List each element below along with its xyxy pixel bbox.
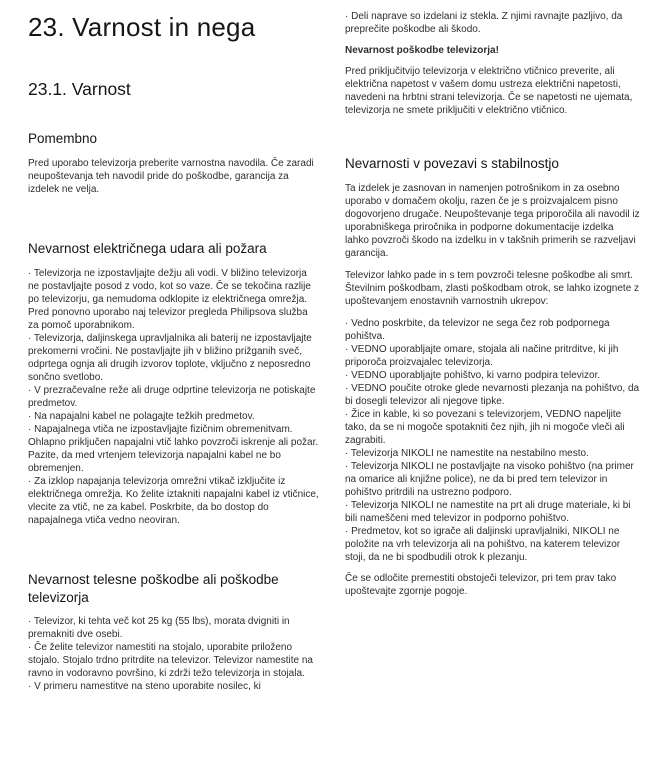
glass-note: · Deli naprave so izdelani iz stekla. Z njimi ravnajte pazljivo, da preprečite poškodbe ali škodo. xyxy=(345,11,623,35)
bullet-item: · Za izklop napajanja televizorja omrežni vtikač izključite iz električnega omrežja. Ko želite iztakniti napajalni kabel iz vtičnice, vlecite za vtič, ne za kabel. Poskrbite, da bo dostop do napajalnega vtiča vedno neoviran. xyxy=(28,475,319,526)
bullet-item: · VEDNO poučite otroke glede nevarnosti plezanja na pohištvo, da bi dosegli televizor ali njegove tipke. xyxy=(345,382,640,407)
bullet-item: · Televizor, ki tehta več kot 25 kg (55 lbs), morata dvigniti in premakniti dve osebi. xyxy=(28,616,290,641)
left-column xyxy=(28,10,320,783)
section-title: 23.1. Varnost xyxy=(28,79,131,100)
paragraph: Pred uporabo televizorja preberite varnostna navodila. Če zaradi neupoštevanja teh navodil pride do poškodbe, garancija za izdelek ne velja. xyxy=(28,158,314,195)
stability-closing-note: Če se odločite premestiti obstoječi televizor, pri tem prav tako upoštevajte zgornje pogoje. xyxy=(345,572,617,597)
paragraph: Televizor lahko pade in s tem povzroči telesne poškodbe ali smrt. Številnim poškodbam, zlasti poškodbam otrok, se lahko izognete z upoštevanjem enostavnih varnostnih ukrepov: xyxy=(345,269,640,307)
heading-stability-hazard: Nevarnosti v povezavi s stabilnostjo xyxy=(345,156,559,171)
paragraph: Ta izdelek je zasnovan in namenjen potrošnikom in za osebno uporabo v domačem okolju, razen če je s proizvajalcem pisno dogovorjeno drugače. Neupoštevanje tega priporočila ali navodil iz uporabniškega priročnika in podporne dokumentacije izdelka lahko povzroči škodo na izdelku in v takšnih primerih se razveljavi garancija. xyxy=(345,182,640,259)
injury-hazard-paragraphs xyxy=(28,615,320,693)
bullet-item: · Televizorja NIKOLI ne postavljajte na visoko pohištvo (na primer na omarice ali knjižne police), ne da bi pred tem televizor in pohištvo pritrdili na ustrezno podporo. xyxy=(345,460,634,498)
bullet-item: Pred ponovno uporabo naj televizor pregleda Philipsova služba za pomoč uporabnikom. xyxy=(28,306,308,331)
bullet-item: · Na napajalni kabel ne polagajte težkih predmetov. xyxy=(28,410,255,422)
bullet-item: · Televizorja NIKOLI ne namestite na prt ali druge materiale, ki bi bili nameščeni med televizor in podporno pohištvo. xyxy=(345,499,631,524)
stability-bullet-list xyxy=(345,317,640,564)
bullet-item: · Žice in kable, ki so povezani s televizorjem, VEDNO napeljite tako, da se ni mogoče spotakniti čez njih, jih ni mogoče vleči ali zagrabiti. xyxy=(345,408,625,446)
chapter-title: 23. Varnost in nega xyxy=(28,12,256,42)
bullet-item: · V primeru namestitve na steno uporabite nosilec, ki xyxy=(28,681,261,693)
heading-electrical-hazard: Nevarnost električnega udara ali požara xyxy=(28,241,267,256)
voltage-note: Pred priključitvijo televizorja v električno vtičnico preverite, ali električna napetost v vašem domu ustreza električni napetosti, navedeni na hrbtni strani televizorja. Če se napetosti ne ujemata, televizorja ne smete priključiti v električno vtičnico. xyxy=(345,66,633,116)
bullet-item: · VEDNO uporabljajte omare, stojala ali načine pritrditve, ki jih priporoča proizvajalec televizorja. xyxy=(345,343,619,368)
stability-intro-paragraphs xyxy=(345,182,640,308)
bullet-item: · Televizorja, daljinskega upravljalnika ali baterij ne izpostavljajte prekomerni vročini. Ne postavljajte jih v bližino prižganih sveč, odprtega ognja ali drugih izvorov toplote, vključno z neposredno sončno svetlobo. xyxy=(28,332,312,383)
bullet-item: · V prezračevalne reže ali druge odprtine televizorja ne potiskajte predmetov. xyxy=(28,384,316,409)
heading-important: Pomembno xyxy=(28,131,98,147)
warning-label: Nevarnost poškodbe televizorja! xyxy=(345,45,499,56)
bullet-item: · Televizorja NIKOLI ne namestite na nestabilno mesto. xyxy=(345,447,589,459)
important-paragraphs xyxy=(28,157,320,196)
heading-injury-hazard: Nevarnost telesne poškodbe ali poškodbe televizorja xyxy=(28,571,279,605)
bullet-item: · Vedno poskrbite, da televizor ne sega čez rob podpornega pohištva. xyxy=(345,317,610,342)
electrical-hazard-paragraphs xyxy=(28,267,320,527)
bullet-item: · Če želite televizor namestiti na stojalo, uporabite priloženo stojalo. Stojalo trdno pritrdite na televizor. Televizor namestite na ravno in vodoravno površino, ki zdrži težo televizorja in stojala. xyxy=(28,642,313,680)
bullet-item: · VEDNO uporabljajte pohištvo, ki varno podpira televizor. xyxy=(345,369,601,381)
bullet-item: · Televizorja ne izpostavljajte dežju ali vodi. V bližino televizorja ne postavljajte posod z vodo, kot so vaze. Če se tekočina razlije po televizorju, ga nemudoma odklopite iz električnega omrežja. xyxy=(28,267,311,305)
bullet-item: · Predmetov, kot so igrače ali daljinski upravljalniki, NIKOLI ne položite na vrh televizorja ali na pohištvo, na katerem televizor stoji, da ne bi spodbudili otrok k plezanju. xyxy=(345,525,621,563)
right-column xyxy=(345,10,640,783)
bullet-item: · Napajalnega vtiča ne izpostavljajte fizičnim obremenitvam. Ohlapno priključen napajalni vtič lahko povzroči iskrenje ali požar. Pazite, da med vrtenjem televizorja napajalni kabel ne bo obremenjen. xyxy=(28,423,319,474)
